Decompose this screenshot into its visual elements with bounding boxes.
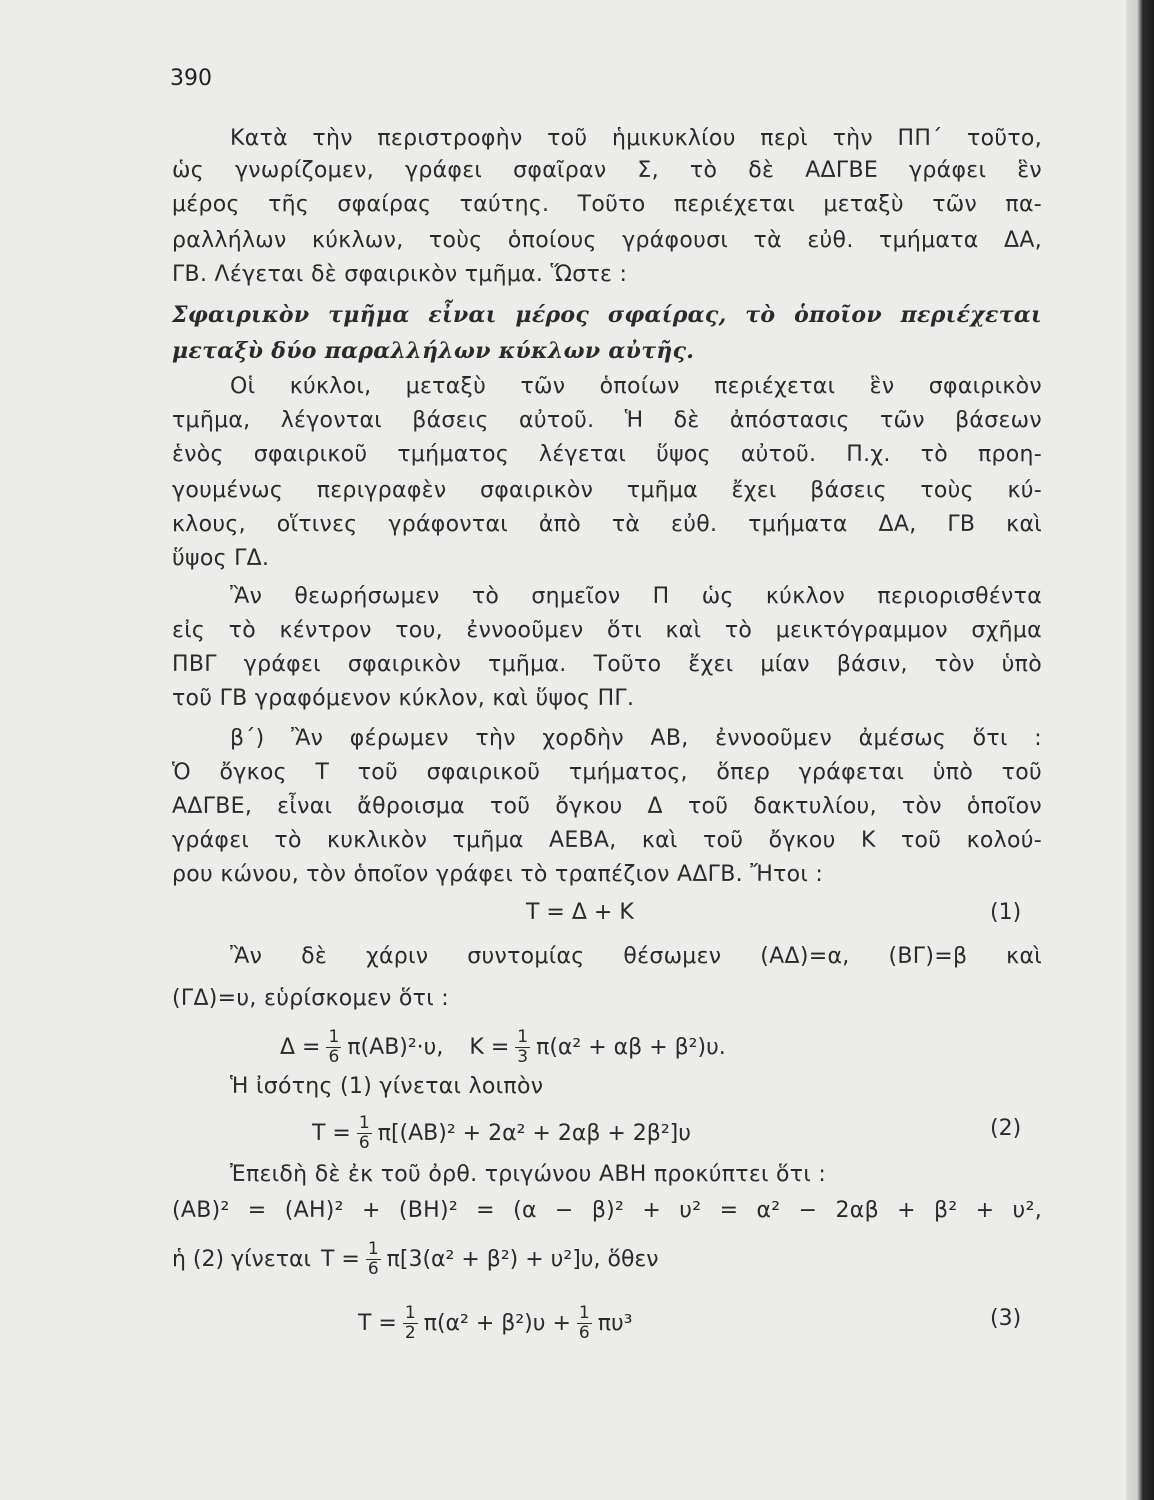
text-line: Ἂν θεωρήσωμεν τὸ σημεῖον Π ὡς κύκλον περιορισθέντα [230, 584, 1042, 609]
definition-line: Σφαιρικὸν τμῆμα εἶναι μέρος σφαίρας, τὸ ὁποῖον περιέχεται [172, 302, 1042, 328]
text-line: ΑΔΓΒΕ, εἶναι ἄθροισμα τοῦ ὄγκου Δ τοῦ δακτυλίου, τὸν ὁποῖον [172, 794, 1042, 819]
text-line: γράφει τὸ κυκλικὸν τμῆμα ΑΕΒΑ, καὶ τοῦ ὄγκου Κ τοῦ κολού- [172, 828, 1042, 853]
text-line: Οἱ κύκλοι, μεταξὺ τῶν ὁποίων περιέχεται ἓν σφαιρικὸν [230, 374, 1042, 399]
equation-1: Τ = Δ + Κ [526, 900, 634, 925]
equation-number: (1) [990, 900, 1022, 925]
text-line: ἡ (2) γίνεται [172, 1246, 311, 1272]
text-line: ΠΒΓ γράφει σφαιρικὸν τμῆμα. Τοῦτο ἔχει μίαν βάσιν, τὸν ὑπὸ [172, 652, 1042, 677]
equation-2 [312, 1114, 691, 1153]
eq-part: Τ = [358, 1310, 397, 1336]
fraction [366, 1240, 381, 1279]
text-line: Ἂν δὲ χάριν συντομίας θέσωμεν (ΑΔ)=α, (ΒΓ)=β καὶ [230, 944, 1042, 969]
text-line: ΓΒ. Λέγεται δὲ σφαιρικὸν τμῆμα. Ὥστε : [172, 262, 628, 287]
text-line: ὕψος ΓΔ. [172, 546, 270, 571]
numerator: 1 [578, 1303, 590, 1323]
numerator: 1 [328, 1027, 340, 1047]
equation-number: (2) [990, 1116, 1022, 1141]
fraction [403, 1304, 418, 1343]
eq-part: Τ = [320, 1246, 360, 1272]
eq-part: πυ³ [597, 1310, 633, 1336]
equation-3 [358, 1304, 633, 1343]
text-line: κλους, οἵτινες γράφονται ἀπὸ τὰ εὐθ. τμήματα ΔΑ, ΓΒ καὶ [172, 512, 1042, 537]
eq-part: π[3(α² + β²) + υ²]υ, ὅθεν [386, 1246, 659, 1272]
text-line: Ὁ ὄγκος Τ τοῦ σφαιρικοῦ τμήματος, ὅπερ γράφεται ὑπὸ τοῦ [172, 760, 1042, 785]
numerator: 1 [517, 1027, 529, 1047]
equation-inline [172, 1240, 659, 1279]
fraction [357, 1114, 372, 1153]
equation-volumes [280, 1028, 726, 1067]
denominator: 2 [404, 1323, 416, 1343]
eq-part: π(α² + αβ + β²)υ. [536, 1034, 726, 1060]
text-line: Ἐπειδὴ δὲ ἐκ τοῦ ὀρθ. τριγώνου ΑΒΗ προκύπτει ὅτι : [230, 1162, 827, 1187]
text-line: (ΑΒ)² = (ΑΗ)² + (ΒΗ)² = (α − β)² + υ² = α² − 2αβ + β² + υ², [172, 1198, 1042, 1223]
numerator: 1 [358, 1113, 370, 1133]
denominator: 6 [367, 1259, 379, 1279]
text-line: (ΓΔ)=υ, εὑρίσκομεν ὅτι : [172, 986, 449, 1011]
definition-line: μεταξὺ δύο παραλλήλων κύκλων αὐτῆς. [172, 338, 695, 364]
eq-part: π(α² + β²)υ + [423, 1310, 571, 1336]
text-line: γουμένως περιγραφὲν σφαιρικὸν τμῆμα ἔχει βάσεις τοὺς κύ- [172, 478, 1042, 503]
text-line: ἑνὸς σφαιρικοῦ τμήματος λέγεται ὕψος αὐτοῦ. Π.χ. τὸ προη- [172, 442, 1042, 467]
eq-part: Κ = [469, 1034, 510, 1060]
denominator: 3 [517, 1047, 529, 1067]
text-line: ρου κώνου, τὸν ὁποῖον γράφει τὸ τραπέζιον ΑΔΓΒ. Ἤτοι : [172, 862, 824, 887]
eq-part: Τ = [312, 1120, 351, 1146]
text-line: μέρος τῆς σφαίρας ταύτης. Τοῦτο περιέχεται μεταξὺ τῶν πα- [172, 192, 1042, 217]
denominator: 6 [578, 1323, 590, 1343]
text-line: Ἡ ἰσότης (1) γίνεται λοιπὸν [230, 1074, 544, 1099]
denominator: 6 [358, 1133, 370, 1153]
equation-number: (3) [990, 1306, 1022, 1331]
fraction [577, 1304, 592, 1343]
numerator: 1 [367, 1239, 379, 1259]
denominator: 6 [328, 1047, 340, 1067]
text-line: β΄) Ἂν φέρωμεν τὴν χορδὴν ΑΒ, ἐννοοῦμεν ἀμέσως ὅτι : [230, 726, 1042, 751]
text-line: ὡς γνωρίζομεν, γράφει σφαῖραν Σ, τὸ δὲ ΑΔΓΒΕ γράφει ἓν [172, 158, 1042, 183]
fraction [326, 1028, 341, 1067]
text-line: ραλλήλων κύκλων, τοὺς ὁποίους γράφουσι τὰ εὐθ. τμήματα ΔΑ, [172, 228, 1042, 253]
text-line: Κατὰ τὴν περιστροφὴν τοῦ ἡμικυκλίου περὶ τὴν ΠΠ΄ τοῦτο, [230, 126, 1042, 151]
numerator: 1 [404, 1303, 416, 1323]
page-number: 390 [170, 66, 212, 91]
text-line: τμῆμα, λέγονται βάσεις αὐτοῦ. Ἡ δὲ ἀπόστασις τῶν βάσεων [172, 408, 1042, 433]
fraction [515, 1028, 530, 1067]
eq-part: π(ΑΒ)²·υ, [347, 1034, 444, 1060]
page-edge [1126, 0, 1154, 1500]
eq-part: π[(ΑΒ)² + 2α² + 2αβ + 2β²]υ [377, 1120, 691, 1146]
eq-part: Δ = [280, 1034, 321, 1060]
text-line: τοῦ ΓΒ γραφόμενον κύκλον, καὶ ὕψος ΠΓ. [172, 686, 635, 711]
text-line: εἰς τὸ κέντρον του, ἐννοοῦμεν ὅτι καὶ τὸ μεικτόγραμμον σχῆμα [172, 618, 1042, 643]
